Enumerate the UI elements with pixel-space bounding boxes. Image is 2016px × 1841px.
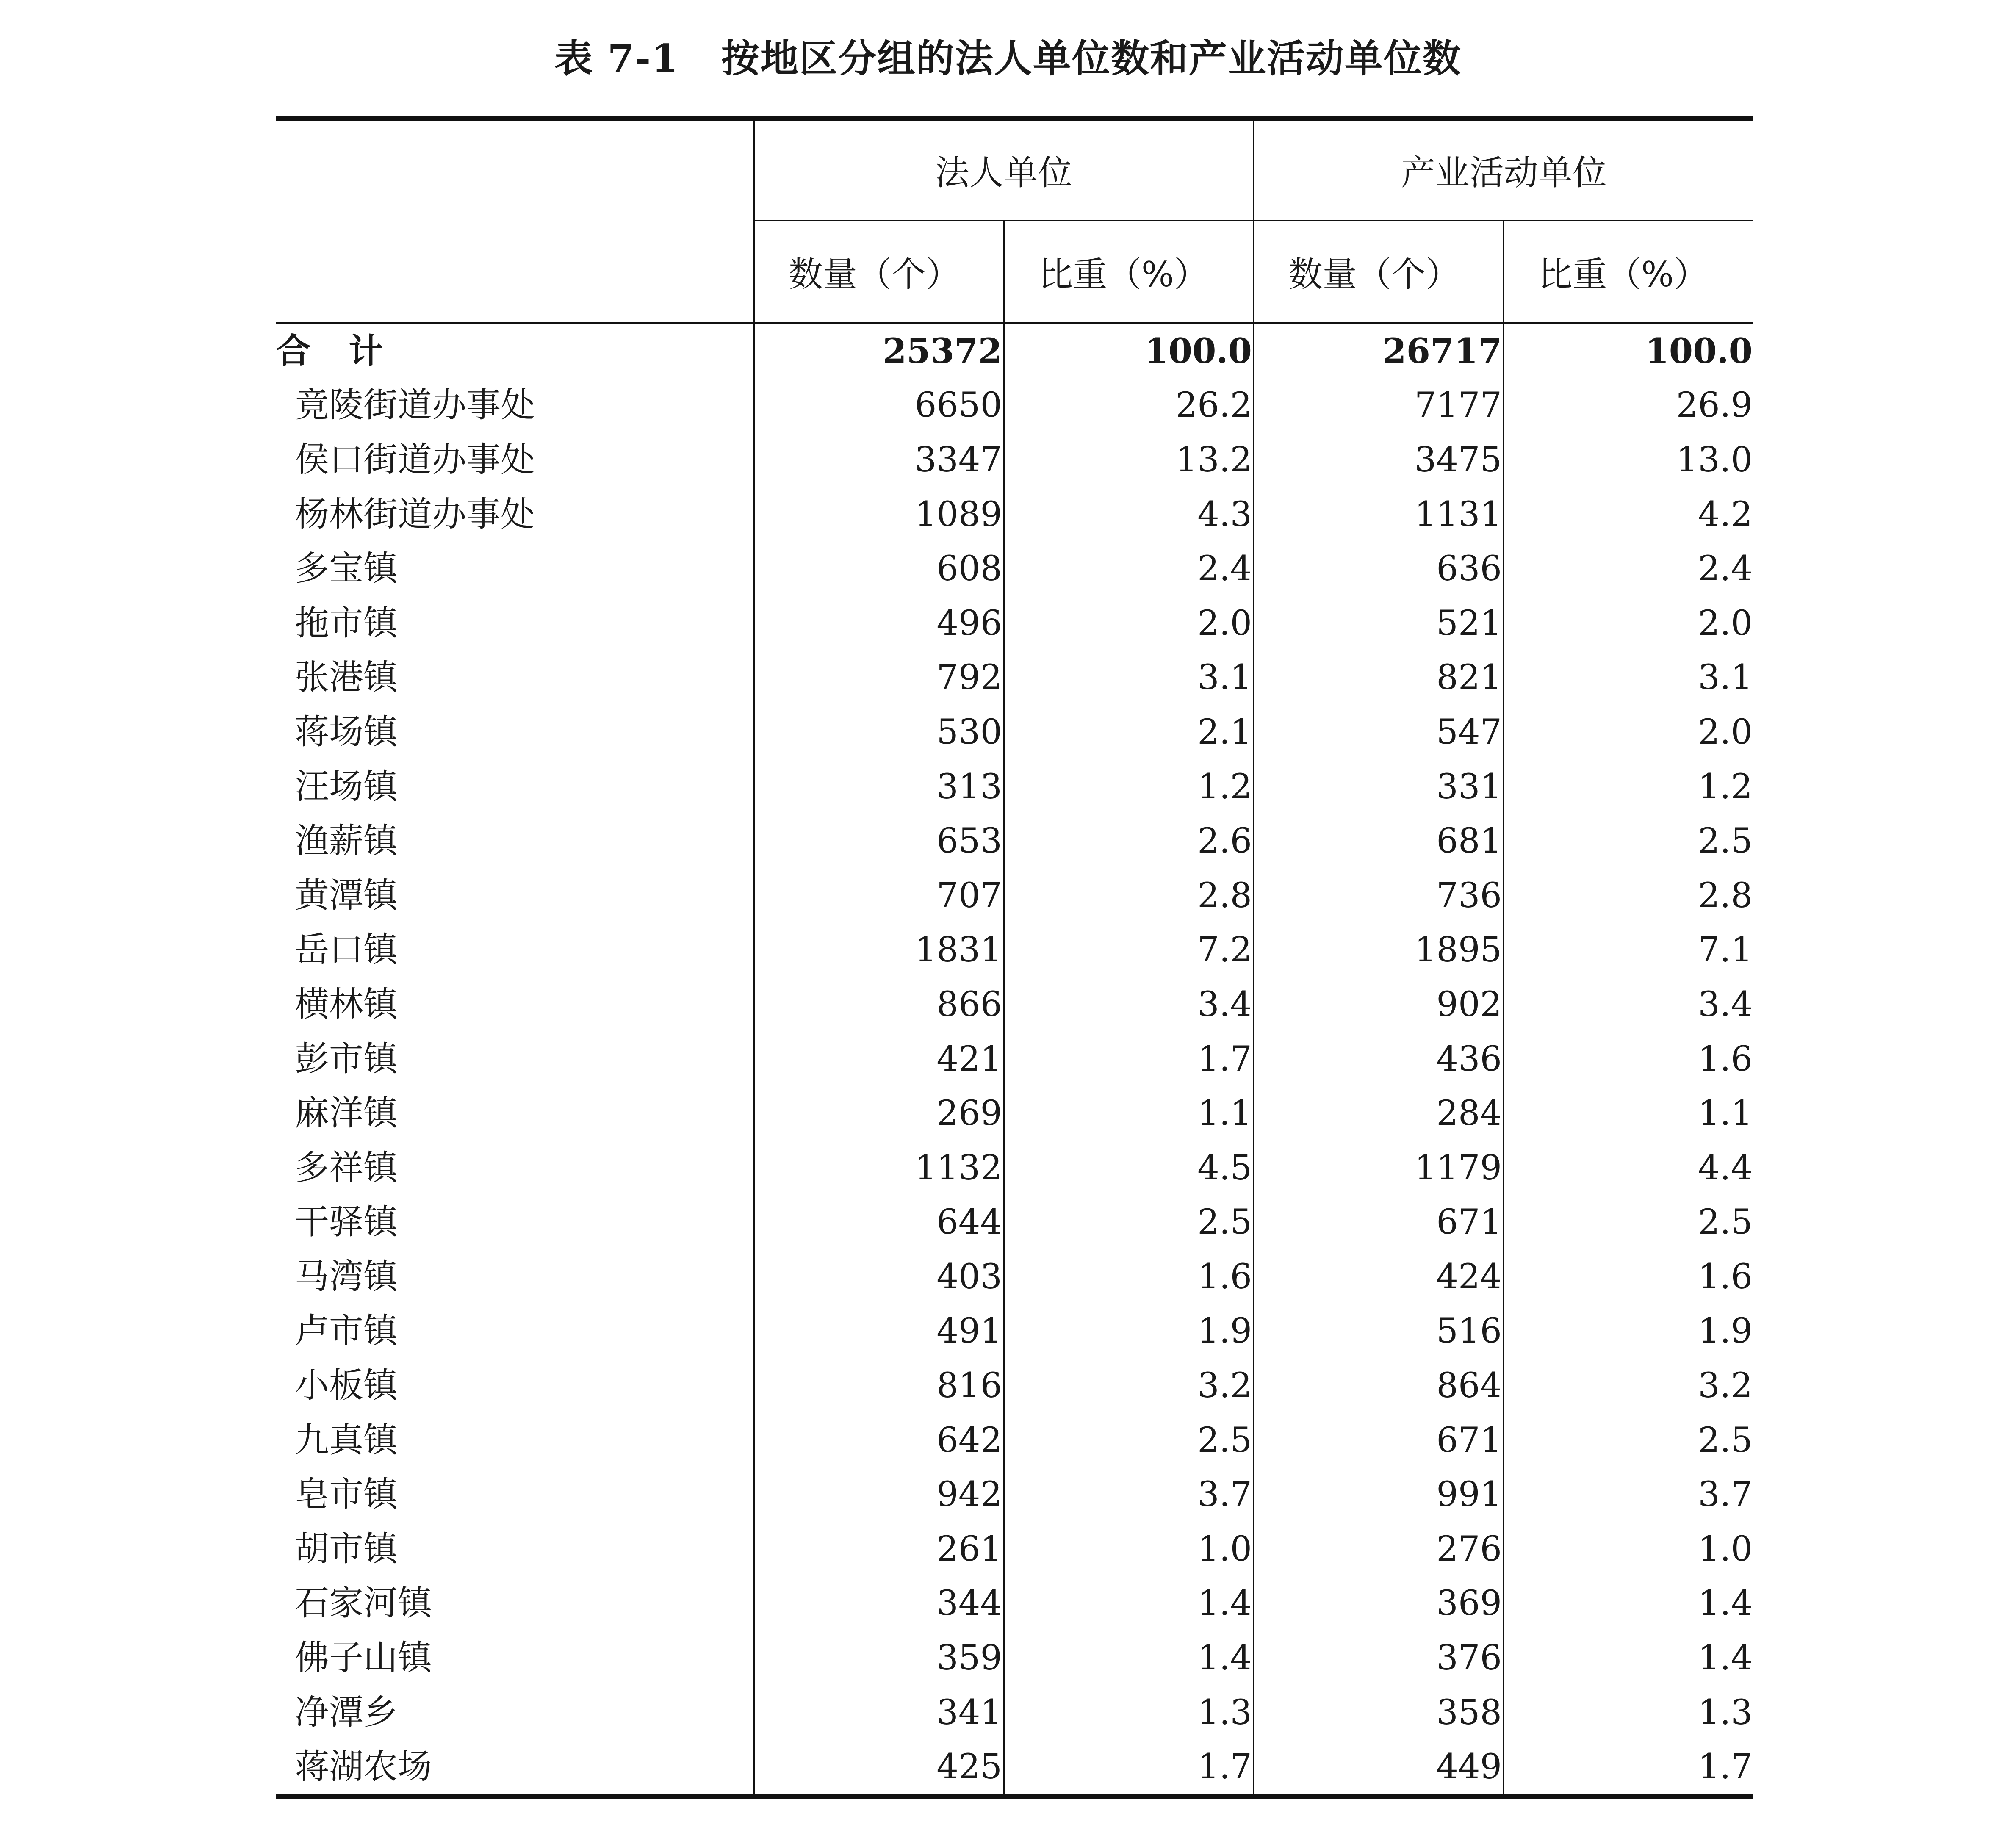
activity-count-cell: 1179 — [1254, 1141, 1504, 1196]
table-header — [276, 119, 1753, 323]
region-name-cell: 汪场镇 — [295, 767, 398, 807]
table-row — [276, 1359, 1753, 1413]
total-row — [276, 323, 1753, 379]
activity-count-cell: 1895 — [1254, 923, 1504, 978]
legal-count-cell: 644 — [754, 1196, 1004, 1250]
legal-share-cell: 1.7 — [1004, 1740, 1254, 1797]
table-title-text: 按地区分组的法人单位数和产业活动单位数 — [721, 36, 1462, 81]
table-row — [276, 1522, 1753, 1577]
legal-unit-group-header: 法人单位 — [754, 119, 1254, 221]
table-row — [276, 379, 1753, 433]
legal-count-cell: 359 — [754, 1631, 1004, 1686]
activity-share-cell: 4.4 — [1504, 1141, 1753, 1196]
activity-share-cell: 3.2 — [1504, 1359, 1753, 1413]
activity-count-cell: 521 — [1254, 596, 1504, 651]
activity-unit-group-header: 产业活动单位 — [1254, 119, 1753, 221]
legal-share-cell: 1.1 — [1004, 1086, 1254, 1141]
activity-share-cell: 3.4 — [1504, 977, 1753, 1032]
legal-share-cell: 1.4 — [1004, 1631, 1254, 1686]
region-name-cell: 侯口街道办事处 — [295, 440, 535, 480]
legal-share-header: 比重（%） — [1004, 221, 1254, 323]
legal-count-cell: 269 — [754, 1086, 1004, 1141]
region-name-cell: 黄潭镇 — [295, 875, 398, 916]
table-title — [0, 33, 2016, 84]
activity-share-cell: 2.0 — [1504, 596, 1753, 651]
legal-share-cell: 3.2 — [1004, 1359, 1254, 1413]
legal-count-cell: 313 — [754, 760, 1004, 814]
region-name-cell: 蒋场镇 — [295, 712, 398, 752]
activity-share-cell: 1.3 — [1504, 1686, 1753, 1740]
activity-count-cell: 516 — [1254, 1304, 1504, 1359]
activity-share-cell: 2.5 — [1504, 1196, 1753, 1250]
activity-share-cell: 1.4 — [1504, 1577, 1753, 1631]
legal-share-cell: 100.0 — [1004, 323, 1254, 379]
legal-share-cell: 3.4 — [1004, 977, 1254, 1032]
legal-count-cell: 816 — [754, 1359, 1004, 1413]
legal-count-cell: 421 — [754, 1032, 1004, 1087]
region-name-cell: 拖市镇 — [295, 603, 398, 643]
legal-count-cell: 608 — [754, 542, 1004, 596]
table-row — [276, 1250, 1753, 1304]
activity-count-cell: 449 — [1254, 1740, 1504, 1797]
legal-count-cell: 530 — [754, 705, 1004, 760]
region-name-cell: 马湾镇 — [295, 1257, 398, 1297]
table-row — [276, 760, 1753, 814]
activity-share-cell: 1.0 — [1504, 1522, 1753, 1577]
table-row — [276, 487, 1753, 542]
activity-share-cell: 2.4 — [1504, 542, 1753, 596]
legal-count-cell: 1831 — [754, 923, 1004, 978]
table-row — [276, 1631, 1753, 1686]
legal-share-cell: 1.6 — [1004, 1250, 1254, 1304]
legal-count-cell: 6650 — [754, 379, 1004, 433]
table-row — [276, 977, 1753, 1032]
legal-share-cell: 2.1 — [1004, 705, 1254, 760]
activity-share-cell: 1.9 — [1504, 1304, 1753, 1359]
activity-share-cell: 1.7 — [1504, 1740, 1753, 1797]
activity-share-cell: 26.9 — [1504, 379, 1753, 433]
activity-share-cell: 1.2 — [1504, 760, 1753, 814]
legal-share-cell: 1.0 — [1004, 1522, 1254, 1577]
region-name-cell: 干驿镇 — [295, 1202, 398, 1243]
activity-count-cell: 991 — [1254, 1467, 1504, 1522]
table-row — [276, 923, 1753, 978]
region-name-cell: 渔薪镇 — [295, 821, 398, 861]
statistics-table — [276, 116, 1753, 1799]
region-name-cell: 佛子山镇 — [295, 1638, 432, 1678]
activity-count-header: 数量（个） — [1254, 221, 1504, 323]
table-row — [276, 1032, 1753, 1087]
legal-count-header: 数量（个） — [754, 221, 1004, 323]
legal-share-cell: 4.5 — [1004, 1141, 1254, 1196]
table-row — [276, 1413, 1753, 1468]
region-name-cell: 净潭乡 — [295, 1692, 398, 1733]
legal-share-cell: 26.2 — [1004, 379, 1254, 433]
legal-share-cell: 3.7 — [1004, 1467, 1254, 1522]
table-row — [276, 705, 1753, 760]
table-row — [276, 542, 1753, 596]
region-name-cell: 彭市镇 — [295, 1039, 398, 1079]
legal-count-cell: 642 — [754, 1413, 1004, 1468]
legal-share-cell: 1.4 — [1004, 1577, 1254, 1631]
legal-count-cell: 1089 — [754, 487, 1004, 542]
activity-count-cell: 436 — [1254, 1032, 1504, 1087]
table-row — [276, 1467, 1753, 1522]
table-row — [276, 651, 1753, 706]
table-row — [276, 1686, 1753, 1740]
activity-count-cell: 1131 — [1254, 487, 1504, 542]
region-name-cell: 多祥镇 — [295, 1148, 398, 1188]
activity-share-cell: 2.5 — [1504, 1413, 1753, 1468]
legal-count-cell: 491 — [754, 1304, 1004, 1359]
activity-count-cell: 636 — [1254, 542, 1504, 596]
region-name-cell: 卢市镇 — [295, 1311, 398, 1351]
activity-count-cell: 902 — [1254, 977, 1504, 1032]
region-name-cell: 小板镇 — [295, 1366, 398, 1406]
table-row — [276, 596, 1753, 651]
table-body — [276, 323, 1753, 1797]
activity-count-cell: 26717 — [1254, 323, 1504, 379]
region-name-cell: 横林镇 — [295, 984, 398, 1024]
activity-count-cell: 276 — [1254, 1522, 1504, 1577]
table-row — [276, 1141, 1753, 1196]
region-name-cell: 岳口镇 — [295, 930, 398, 970]
table-number: 表 7-1 — [554, 36, 679, 81]
activity-count-cell: 424 — [1254, 1250, 1504, 1304]
legal-share-cell: 2.5 — [1004, 1196, 1254, 1250]
legal-count-cell: 707 — [754, 869, 1004, 923]
activity-share-cell: 3.7 — [1504, 1467, 1753, 1522]
legal-count-cell: 25372 — [754, 323, 1004, 379]
activity-count-cell: 284 — [1254, 1086, 1504, 1141]
legal-share-cell: 1.9 — [1004, 1304, 1254, 1359]
activity-share-cell: 1.4 — [1504, 1631, 1753, 1686]
region-name-cell: 竟陵街道办事处 — [295, 385, 535, 426]
activity-share-cell: 4.2 — [1504, 487, 1753, 542]
table-row — [276, 1196, 1753, 1250]
legal-count-cell: 341 — [754, 1686, 1004, 1740]
corner-header-cell — [276, 119, 754, 323]
table-row — [276, 1740, 1753, 1797]
table-row — [276, 433, 1753, 487]
activity-count-cell: 358 — [1254, 1686, 1504, 1740]
region-name-cell: 多宝镇 — [295, 549, 398, 589]
legal-share-cell: 1.3 — [1004, 1686, 1254, 1740]
legal-share-cell: 1.7 — [1004, 1032, 1254, 1087]
activity-share-cell: 13.0 — [1504, 433, 1753, 487]
legal-count-cell: 866 — [754, 977, 1004, 1032]
legal-count-cell: 3347 — [754, 433, 1004, 487]
region-name-cell: 胡市镇 — [295, 1529, 398, 1569]
activity-share-cell: 1.6 — [1504, 1032, 1753, 1087]
activity-share-cell: 3.1 — [1504, 651, 1753, 706]
region-name-cell: 蒋湖农场 — [276, 1740, 754, 1797]
activity-share-cell: 2.5 — [1504, 814, 1753, 869]
activity-count-cell: 671 — [1254, 1196, 1504, 1250]
activity-count-cell: 864 — [1254, 1359, 1504, 1413]
activity-share-cell: 1.6 — [1504, 1250, 1753, 1304]
legal-share-cell: 13.2 — [1004, 433, 1254, 487]
region-name-cell: 石家河镇 — [295, 1584, 432, 1624]
region-name-cell: 皂市镇 — [295, 1475, 398, 1515]
region-name-cell: 合计 — [276, 331, 421, 371]
activity-share-cell: 7.1 — [1504, 923, 1753, 978]
legal-share-cell: 1.2 — [1004, 760, 1254, 814]
activity-share-cell: 1.1 — [1504, 1086, 1753, 1141]
activity-count-cell: 331 — [1254, 760, 1504, 814]
activity-count-cell: 671 — [1254, 1413, 1504, 1468]
activity-count-cell: 3475 — [1254, 433, 1504, 487]
activity-share-cell: 2.8 — [1504, 869, 1753, 923]
legal-share-cell: 3.1 — [1004, 651, 1254, 706]
group-header-row — [276, 119, 1753, 221]
legal-share-cell: 2.8 — [1004, 869, 1254, 923]
table-row — [276, 1086, 1753, 1141]
activity-count-cell: 376 — [1254, 1631, 1504, 1686]
legal-share-cell: 2.6 — [1004, 814, 1254, 869]
legal-count-cell: 653 — [754, 814, 1004, 869]
legal-count-cell: 344 — [754, 1577, 1004, 1631]
legal-count-cell: 425 — [754, 1740, 1004, 1797]
region-name-cell: 九真镇 — [295, 1420, 398, 1460]
region-name-cell: 张港镇 — [295, 658, 398, 698]
legal-share-cell: 7.2 — [1004, 923, 1254, 978]
activity-count-cell: 736 — [1254, 869, 1504, 923]
activity-share-cell: 2.0 — [1504, 705, 1753, 760]
table-row — [276, 869, 1753, 923]
table-row — [276, 1577, 1753, 1631]
activity-count-cell: 821 — [1254, 651, 1504, 706]
activity-count-cell: 681 — [1254, 814, 1504, 869]
legal-share-cell: 4.3 — [1004, 487, 1254, 542]
activity-count-cell: 547 — [1254, 705, 1504, 760]
activity-count-cell: 369 — [1254, 1577, 1504, 1631]
legal-share-cell: 2.4 — [1004, 542, 1254, 596]
legal-count-cell: 496 — [754, 596, 1004, 651]
table-row — [276, 1304, 1753, 1359]
region-name-cell: 杨林街道办事处 — [295, 494, 535, 534]
legal-share-cell: 2.0 — [1004, 596, 1254, 651]
activity-share-cell: 100.0 — [1504, 323, 1753, 379]
activity-count-cell: 7177 — [1254, 379, 1504, 433]
legal-count-cell: 792 — [754, 651, 1004, 706]
legal-count-cell: 403 — [754, 1250, 1004, 1304]
legal-share-cell: 2.5 — [1004, 1413, 1254, 1468]
activity-share-header: 比重（%） — [1504, 221, 1753, 323]
region-name-cell: 麻洋镇 — [295, 1094, 398, 1134]
legal-count-cell: 942 — [754, 1467, 1004, 1522]
legal-count-cell: 261 — [754, 1522, 1004, 1577]
table-row — [276, 814, 1753, 869]
legal-count-cell: 1132 — [754, 1141, 1004, 1196]
